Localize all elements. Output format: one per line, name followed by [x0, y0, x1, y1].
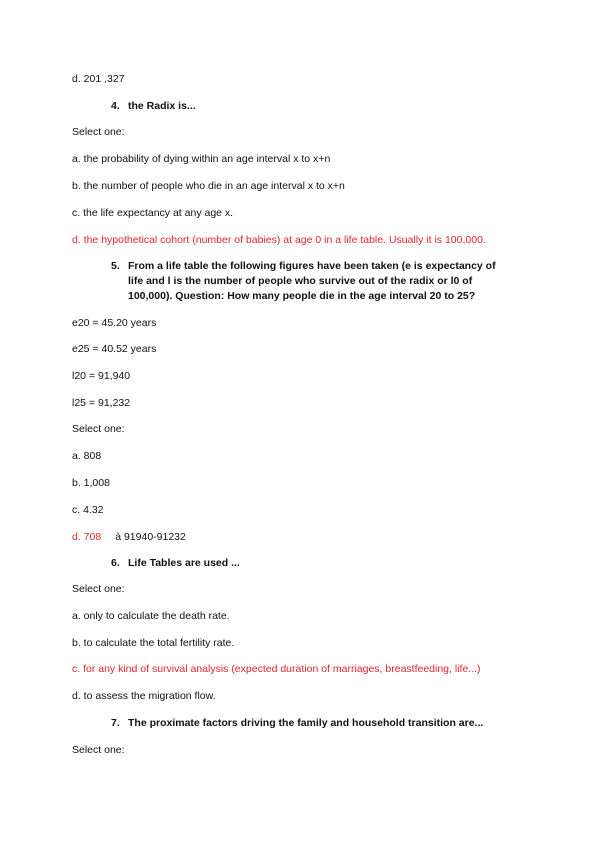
question-4-number: 4. — [111, 100, 120, 112]
question-4-option-b[interactable]: b. the number of people who die in an age interval x to x+n — [72, 180, 345, 192]
question-6-number: 6. — [111, 557, 120, 569]
question-7-number: 7. — [111, 717, 120, 729]
question-5-option-b[interactable]: b. 1,008 — [72, 477, 110, 489]
question-5-data-e20: e20 = 45.20 years — [72, 317, 157, 329]
question-4-option-d-correct[interactable]: d. the hypothetical cohort (number of babies) at age 0 in a life table. Usually it is 100,000. — [72, 234, 486, 246]
question-6-select-label: Select one: — [72, 583, 125, 595]
question-4-heading — [111, 99, 196, 113]
question-7-select-label: Select one: — [72, 744, 125, 756]
question-4-option-c[interactable]: c. the life expectancy at any age x. — [72, 207, 234, 219]
question-6-option-c-correct[interactable]: c. for any kind of survival analysis (expected duration of marriages, breastfeeding, life...) — [72, 663, 481, 675]
question-4-option-a[interactable]: a. the probability of dying within an age interval x to x+n — [72, 153, 331, 165]
question-4-title: the Radix is... — [128, 100, 196, 112]
question-6-option-a[interactable]: a. only to calculate the death rate. — [72, 610, 230, 622]
question-7-title: The proximate factors driving the family and household transition are... — [128, 717, 484, 729]
question-5-line-2: life and l is the number of people who survive out of the radix or l0 of — [128, 275, 473, 287]
question-5-option-c[interactable]: c. 4.32 — [72, 504, 104, 516]
previous-answer-d: d. 201 ,327 — [72, 73, 125, 85]
question-6-title: Life Tables are used ... — [128, 557, 240, 569]
question-5-data-l25: l25 = 91,232 — [72, 397, 131, 409]
question-5-number: 5. — [111, 260, 120, 272]
question-6-option-d[interactable]: d. to assess the migration flow. — [72, 690, 216, 702]
question-5-option-a[interactable]: a. 808 — [72, 450, 102, 462]
question-5-select-label: Select one: — [72, 423, 125, 435]
question-5-calculation-note: à 91940-91232 — [115, 531, 186, 543]
question-4-select-label: Select one: — [72, 126, 125, 138]
question-5-option-d-correct[interactable]: d. 708 — [72, 531, 102, 543]
question-6-heading — [111, 556, 240, 570]
question-5-heading — [111, 259, 528, 304]
question-5-line-3: 100,000). Question: How many people die in the age interval 20 to 25? — [128, 290, 476, 302]
question-5-data-e25: e25 = 40.52 years — [72, 343, 157, 355]
question-5-option-d-row — [72, 530, 186, 544]
question-5-data-l20: l20 = 91,940 — [72, 370, 131, 382]
question-5-line-1: From a life table the following figures have been taken (e is expectancy of — [128, 260, 496, 272]
question-6-option-b[interactable]: b. to calculate the total fertility rate. — [72, 637, 235, 649]
question-7-heading — [111, 716, 483, 730]
